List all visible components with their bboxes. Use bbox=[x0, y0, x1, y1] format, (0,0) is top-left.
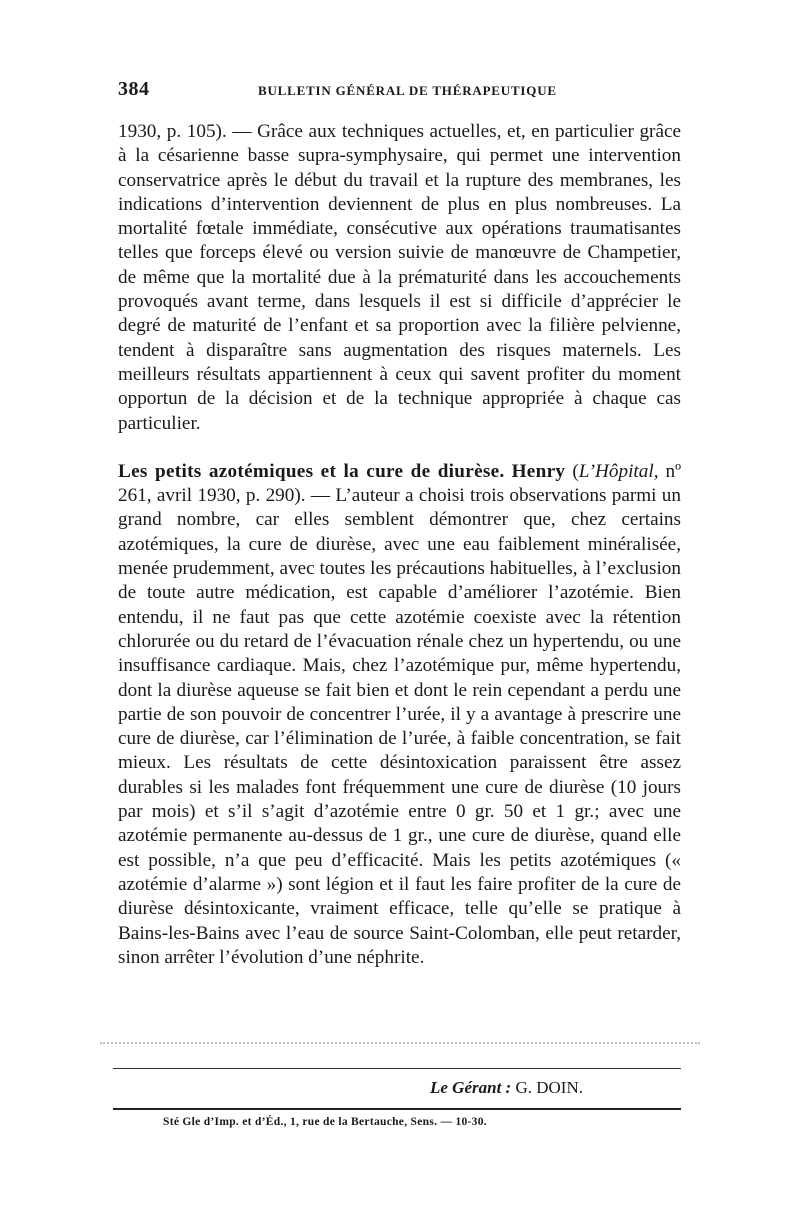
article-text: L’auteur a choisi trois observations parmi un grand nombre, car elles semblent démontrer que, chez certains azotémiques, la cure de diurèse, avec une eau faiblement minéralisée, menée prudemment, avec toutes les précautions habituelles, à l’exclusion de toute autre médication, est capable d’améliorer l’azotémie. Bien entendu, il ne faut pas que cette azotémie coexiste avec la rétention chlorurée ou du retard de l’évacuation rénale chez un hypertendu, ou une insuffisance cardiaque. Mais, chez l’azotémique pur, même hypertendu, dont la diurèse aqueuse se fait bien et dont le rein cependant a perdu une partie de son pouvoir de concentrer l’urée, il y a avantage à prescrire une cure de diurèse, car l’élimination de l’urée, à faible concentration, se fait mieux. Les résultats de cette désintoxication paraissent être assez durables si les malades font fréquemment une cure de diurèse (10 jours par mois) et s’il s’agit d’azotémie entre 0 gr. 50 et 1 gr.; avec une azotémie permanente au-dessus de 1 gr., une cure de diurèse, quand elle est possible, n’a que peu d’efficacité. Mais les petits azotémiques (« azotémie d’alarme ») sont légion et il faut les faire profiter de la cure de diurèse désintoxicante, vraiment efficace, telle qu’elle se pratique à Bains-les-Bains avec l’eau de source Saint-Colomban, elle peut retarder, sinon arrêter l’évolution d’une néphrite. bbox=[118, 485, 681, 968]
article-paragraph bbox=[118, 460, 681, 970]
source-details: , nº 261, avril 1930, p. 290). — bbox=[118, 460, 682, 507]
article-title: Les petits azotémiques et la cure de diurèse. bbox=[118, 460, 505, 482]
gerant-line bbox=[430, 1078, 681, 1098]
page-number: 384 bbox=[118, 78, 150, 100]
running-title: BULLETIN GÉNÉRAL DE THÉRAPEUTIQUE bbox=[258, 83, 557, 98]
gerant-name: G. DOIN. bbox=[515, 1078, 583, 1097]
paragraph-spacer bbox=[118, 436, 681, 460]
source-open: ( bbox=[572, 460, 579, 482]
gerant-label: Le Gérant : bbox=[430, 1078, 512, 1097]
footer-rule-bottom bbox=[113, 1108, 681, 1110]
printer-imprint: Sté Gle d’Imp. et d’Éd., 1, rue de la Bertauche, Sens. — 10-30. bbox=[163, 1116, 487, 1128]
page-header bbox=[118, 78, 681, 102]
source-journal: L’Hôpital bbox=[578, 460, 654, 482]
footer-rule-top bbox=[113, 1068, 681, 1069]
paragraph-continuation: 1930, p. 105). — Grâce aux techniques actuelles, et, en particulier grâce à la césarienne basse supra-symphysaire, qui permet une intervention conservatrice après le début du travail et la rupture des membranes, les indications d’intervention deviennent de plus en plus nombreuses. La mortalité fœtale immédiate, consécutive aux opérations traumatisantes telles que forceps élevé ou version suivie de manœuvre de Champetier, de même que la mortalité due à la prématurité dans les accouchements provoqués avant terme, dans lesquels il est si difficile d’apprécier le degré de maturité de l’enfant et sa proportion avec la filière pelvienne, tendent à disparaître sans augmentation des risques maternels. Les meilleurs résultats appartiennent à ceux qui savent profiter du moment opportun de la décision et de la technique appropriée à chaque cas particulier. bbox=[118, 121, 681, 434]
body-text bbox=[118, 120, 681, 970]
article-author: Henry bbox=[511, 460, 566, 482]
dotted-separator bbox=[100, 1042, 700, 1044]
